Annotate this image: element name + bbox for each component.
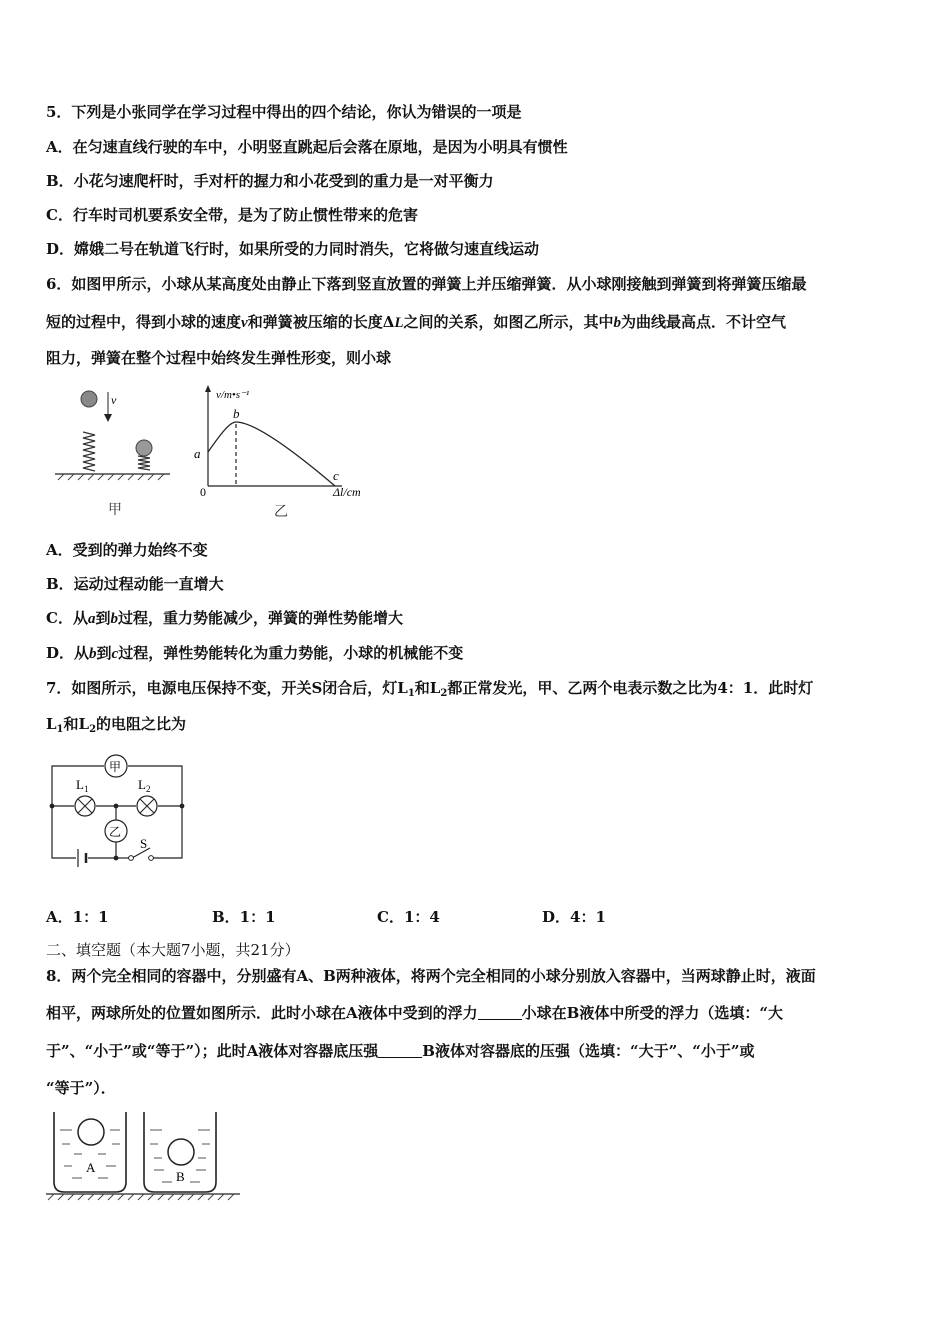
lamp-L1	[75, 796, 95, 816]
q6-text: 到	[96, 644, 112, 662]
container-A	[54, 1112, 126, 1192]
q6-var-b: b	[613, 315, 622, 331]
point-b: b	[233, 406, 240, 421]
q5-stem: 5．下列是小张同学在学习过程中得出的四个结论，你认为错误的一项是	[46, 103, 522, 121]
q6-text: 之间的关系，如图乙所示，其中	[403, 313, 614, 331]
q8-text: 相平，两球所处的位置如图所示．此时小球在A液体中受到的浮力	[46, 1004, 478, 1022]
falling-ball	[81, 391, 97, 407]
q6-stem-line1: 6．如图甲所示，小球从某高度处由静止下落到竖直放置的弹簧上并压缩弹簧．从小球刚接触到弹簧到将弹簧压缩最	[46, 275, 807, 293]
q6-var-v: v	[241, 315, 248, 331]
q6-var-b: b	[89, 646, 97, 662]
q7-option-c: C．1：4	[377, 908, 440, 926]
liquid-A-label: A	[86, 1160, 96, 1175]
q7-option-b: B．1：1	[212, 908, 276, 926]
q6-text: C．从	[46, 609, 88, 627]
velocity-curve	[208, 422, 335, 486]
q6-text: 过程，弹性势能转化为重力势能，小球的机械能不变	[118, 644, 464, 662]
velocity-label: v	[111, 393, 117, 407]
point-a: a	[194, 446, 201, 461]
meter-yi-label: 乙	[109, 825, 122, 839]
q7-text: 都正常发光，甲、乙两个电表示数之比为4：1．此时灯	[447, 679, 814, 697]
q8-stem-line2	[46, 1003, 783, 1023]
point-c: c	[333, 468, 339, 483]
q5-option-b: B．小花匀速爬杆时，手对杆的握力和小花受到的重力是一对平衡力	[46, 172, 494, 190]
switch-S-label: S	[140, 836, 148, 851]
q6-text: D．从	[46, 644, 90, 662]
q8-text: 小球在B液体中所受的浮力（选填：“大	[521, 1004, 783, 1022]
liquid-B-label: B	[176, 1169, 185, 1184]
q7-option-a: A．1：1	[46, 908, 109, 926]
q7-text: 和L	[414, 679, 441, 697]
q5-option-a: A．在匀速直线行驶的车中，小明竖直跳起后会落在原地，是因为小明具有惯性	[46, 138, 568, 156]
q7-stem-line1	[46, 678, 813, 704]
ball-in-B	[168, 1139, 194, 1165]
q7-option-d: D．4：1	[542, 908, 606, 926]
answer-blank-2[interactable]	[378, 1043, 422, 1058]
q7-text: L	[46, 715, 57, 733]
q6-figure	[50, 382, 390, 522]
q8-stem-line4: “等于”）．	[46, 1079, 116, 1097]
q5-option-d: D．嫦娥二号在轨道飞行时，如果所受的力同时消失，它将做匀速直线运动	[46, 240, 540, 258]
q7-text: 的电阻之比为	[96, 715, 187, 733]
q8-containers-figure	[44, 1110, 244, 1206]
q6-option-c	[46, 608, 403, 629]
q6-stem-line2	[46, 312, 786, 333]
q7-circuit-diagram	[48, 748, 188, 873]
q6-var-b: b	[110, 611, 118, 627]
label-yi: 乙	[274, 505, 288, 520]
y-axis-label: v/m•s⁻¹	[216, 389, 250, 401]
q6-option-b: B．运动过程动能一直增大	[46, 575, 224, 593]
q7-text: 7．如图所示，电源电压保持不变，开关S闭合后，灯L	[46, 679, 408, 697]
ball-in-A	[78, 1119, 104, 1145]
q6-var-a: a	[87, 611, 96, 627]
q6-text: 为曲线最高点．不计空气	[621, 313, 787, 331]
q8-stem-line3	[46, 1041, 754, 1061]
q6-var-c: c	[111, 646, 119, 662]
lamp-L1-label: $L_1$	[76, 777, 89, 794]
q7-subscript: 2	[440, 688, 448, 699]
origin-label: 0	[200, 485, 206, 499]
meter-jia-label: 甲	[109, 760, 122, 774]
q7-subscript: 1	[407, 688, 415, 699]
section-heading: 二、填空题（本大题7小题，共21分）	[46, 941, 300, 959]
q8-stem-line1: 8．两个完全相同的容器中，分别盛有A、B两种液体，将两个完全相同的小球分别放入容器中，当两球静止时，液面	[46, 967, 816, 985]
q8-text: B液体对容器底的压强（选填：“大于”、“小于”或	[422, 1042, 755, 1060]
q6-option-a: A．受到的弹力始终不变	[46, 541, 208, 559]
answer-blank-1[interactable]	[478, 1005, 522, 1020]
q6-text: 到	[95, 609, 111, 627]
q6-var-L: L	[394, 315, 404, 331]
spring-compressed	[138, 456, 150, 470]
lamp-L2-label: $L_2$	[138, 777, 151, 794]
x-axis-label: Δl/cm	[333, 485, 361, 499]
q6-text: 短的过程中，得到小球的速度	[46, 313, 242, 331]
q7-text: 和L	[63, 715, 90, 733]
q5-option-c: C．行车时司机要系安全带，是为了防止惯性带来的危害	[46, 206, 418, 224]
q6-text: 和弹簧被压缩的长度Δ	[247, 313, 395, 331]
q7-stem-line2	[46, 714, 186, 740]
q6-option-d	[46, 643, 463, 664]
ball-on-spring	[136, 440, 152, 456]
container-B	[144, 1112, 216, 1192]
lamp-L2	[137, 796, 157, 816]
q6-text: 过程，重力势能减少，弹簧的弹性势能增大	[117, 609, 403, 627]
q8-text: 于”、“小于”或“等于”）；此时A液体对容器底压强	[46, 1042, 379, 1060]
label-jia: 甲	[108, 503, 122, 518]
q7-subscript: 2	[89, 724, 97, 735]
q7-subscript: 1	[56, 724, 64, 735]
q6-stem-line3: 阻力，弹簧在整个过程中始终发生弹性形变，则小球	[46, 349, 392, 367]
spring-uncompressed	[83, 432, 95, 471]
